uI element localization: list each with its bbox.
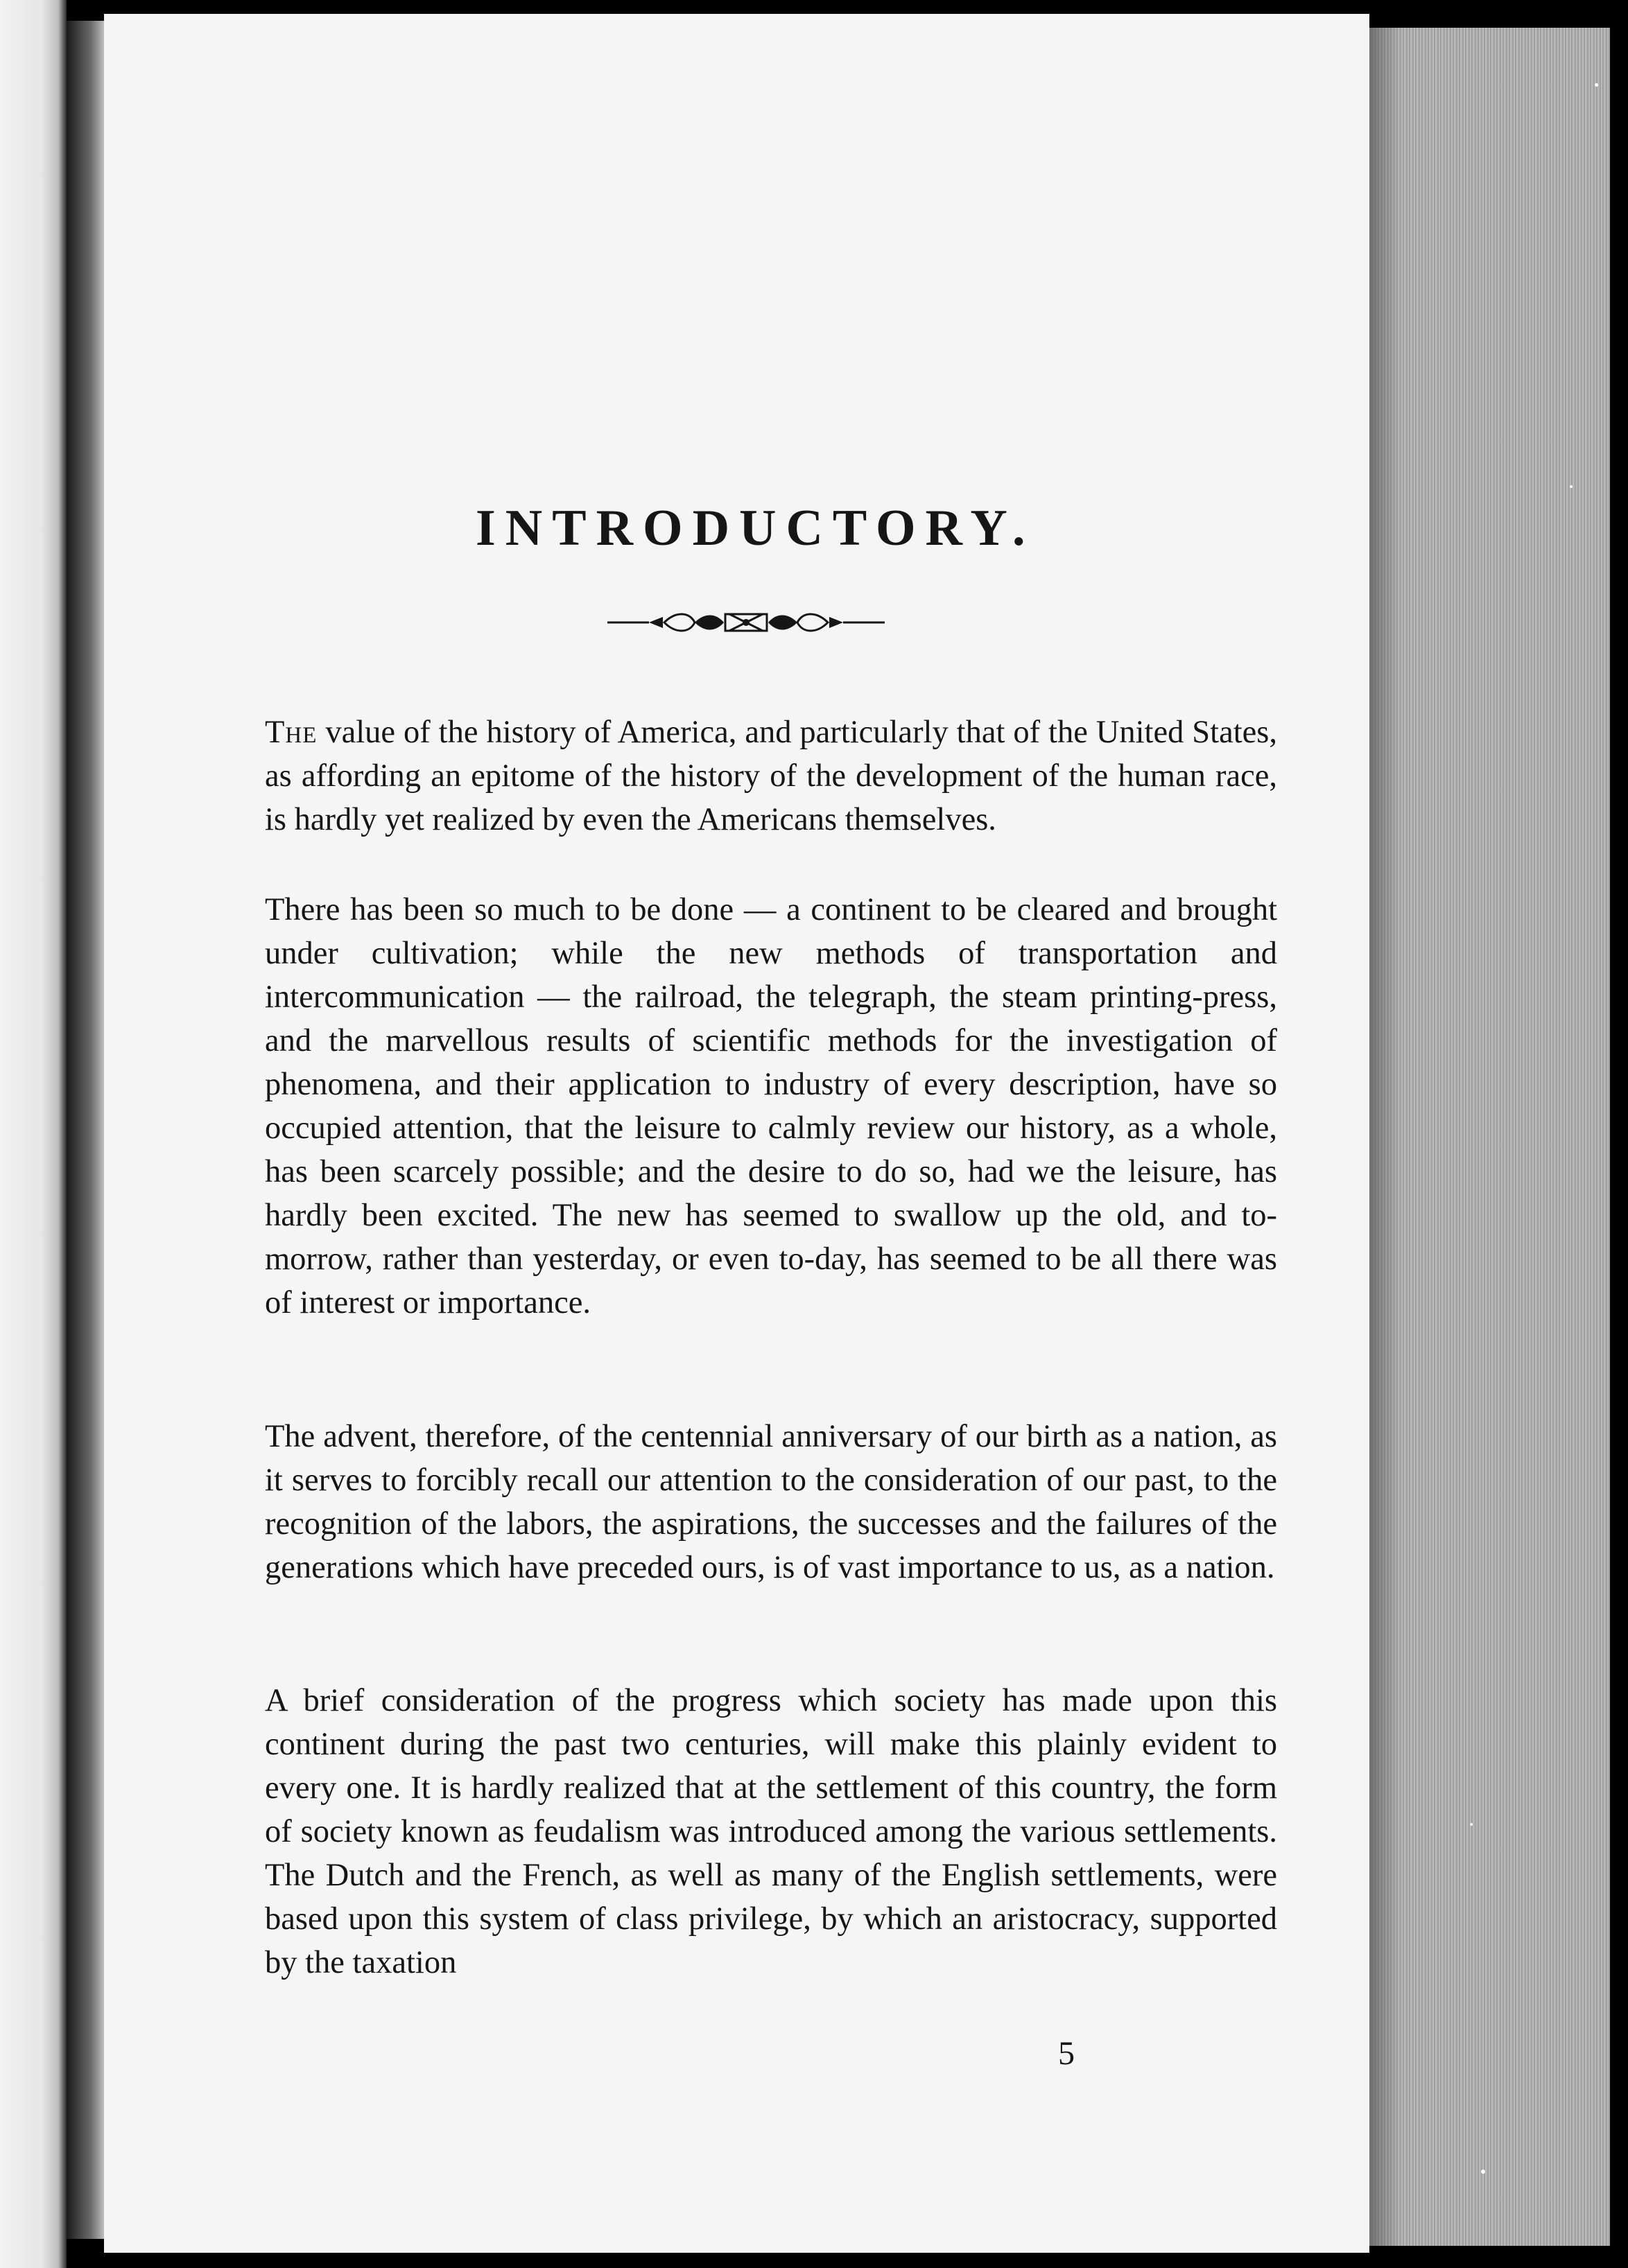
scan-speck (1481, 2170, 1485, 2174)
decorative-rule-icon (607, 609, 885, 636)
paragraph-3: The advent, therefore, of the centennial anniversary of our birth as a nation, as it serves to forcibly recall our attention to the consideration of our past, to the recognition of the labors, the aspirations, the successes and the failures of the generations which have preceded ours, is of vast importance to us, as a nation. (265, 1419, 1277, 1585)
book-page (104, 14, 1369, 2253)
chapter-heading: INTRODUCTORY. (476, 500, 1035, 557)
scan-speck (1595, 83, 1598, 87)
scan-speck (1570, 485, 1573, 488)
paragraph-1-lead: The (265, 715, 318, 750)
paragraph-2: There has been so much to be done — a continent to be cleared and brought under cultivation; while the new methods of transportation and intercommunication — the railroad, the telegraph, the steam printing-press, and the marvellous results of scientific methods for the investigation of phenomena, and their application to industry of every description, have so occupied attention, that the leisure to calmly review our history, as a whole, has been scarcely possible; and the desire to do so, had we the leisure, has hardly been excited. The new has seemed to swallow up the old, and to-morrow, rather than yesterday, or even to-day, has seemed to be all there was of interest or importance. (265, 892, 1277, 1320)
paragraph-4: A brief consideration of the progress which society has made upon this continent during the past two centuries, will make this plainly evident to every one. It is hardly realized that at the settlement of this country, the form of society known as feudalism was introduced among the various settlements. The Dutch and the French, as well as many of the English settlements, were based upon this system of class privilege, by which an aristocracy, supported by the taxation (265, 1683, 1277, 1980)
scan-speck (1470, 1823, 1473, 1826)
paragraph-1 (265, 710, 1277, 841)
binding-gutter (67, 21, 107, 2239)
facing-page-edge (0, 0, 67, 2268)
paragraph-1-body: value of the history of America, and particularly that of the United States, as affording an epitome of the history of the development of the human race, is hardly yet realized by even the Americans themselves. (265, 715, 1277, 837)
page-number: 5 (1058, 2035, 1075, 2072)
